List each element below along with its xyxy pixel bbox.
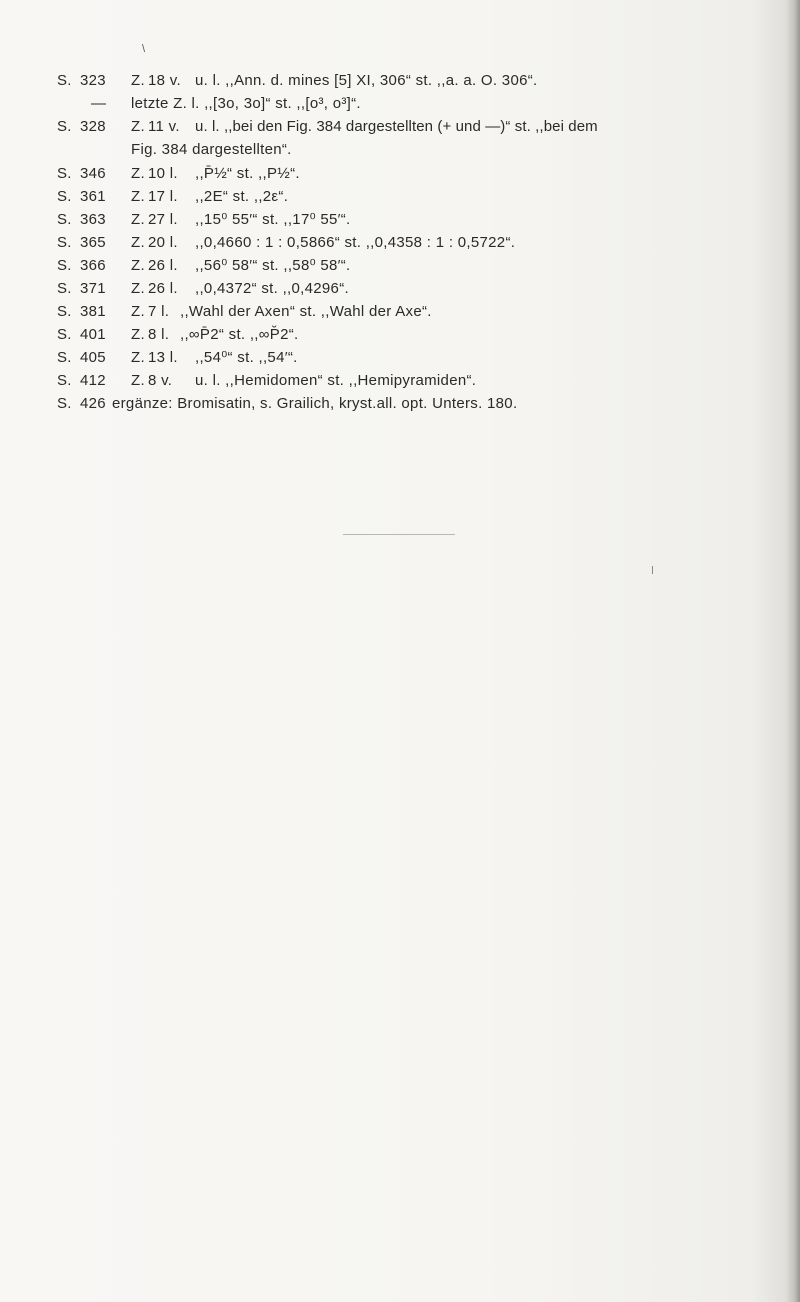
zeile-label: Z. [131,165,145,182]
seite-label: S. [57,72,72,89]
seite-label: S. [57,303,72,320]
page-number: 426 [80,395,106,412]
page-number: 346 [80,165,106,182]
seite-label: S. [57,188,72,205]
page-edge-shadow [786,0,800,1302]
correction-text: ergänze: Bromisatin, s. Grailich, kryst.all. opt. Unters. 180. [112,395,518,412]
line-ref: 26 l. [148,257,178,274]
zeile-label: Z. [131,211,145,228]
page-number: 412 [80,372,106,389]
seite-label: S. [57,372,72,389]
separator-rule [343,534,455,535]
seite-label: S. [57,234,72,251]
line-ref: 8 l. [148,326,170,343]
zeile-label: Z. [131,72,145,89]
line-ref: 17 l. [148,188,178,205]
zeile-label: Z. [131,188,145,205]
page-number: 381 [80,303,106,320]
correction-text: u. l. ,,bei den Fig. 384 dargestellten (+ und —)“ st. ,,bei dem [195,118,598,135]
correction-text: ,,56⁰ 58′“ st. ,,58⁰ 58′“. [195,257,351,274]
correction-text: u. l. ,,Hemidomen“ st. ,,Hemipyramiden“. [195,372,477,389]
page-number: 328 [80,118,106,135]
seite-label: S. [57,118,72,135]
zeile-label: Z. [131,280,145,297]
scan-tick-mark [652,566,653,574]
correction-text: ,,Wahl der Axen“ st. ,,Wahl der Axe“. [180,303,432,320]
line-ref: 27 l. [148,211,178,228]
correction-text: ,,15⁰ 55′“ st. ,,17⁰ 55′“. [195,211,351,228]
correction-text: u. l. ,,Ann. d. mines [5] XI, 306“ st. ,,a. a. O. 306“. [195,72,538,89]
seite-label: S. [57,280,72,297]
correction-text: ,,54⁰“ st. ,,54′“. [195,349,298,366]
line-ref: 20 l. [148,234,178,251]
line-ref: 10 l. [148,165,178,182]
line-ref: 13 l. [148,349,178,366]
page-number: 401 [80,326,106,343]
line-ref: 8 v. [148,372,173,389]
zeile-label: Z. [131,118,145,135]
seite-label: S. [57,349,72,366]
line-ref: 18 v. [148,72,181,89]
line-ref: 26 l. [148,280,178,297]
correction-text: ,,P̄½“ st. ,,P½“. [195,165,300,182]
seite-label: S. [57,326,72,343]
margin-mark: \ [142,43,146,55]
zeile-label: Z. [131,303,145,320]
correction-text: ,,0,4372“ st. ,,0,4296“. [195,280,349,297]
zeile-label: Z. [131,326,145,343]
continuation-dash: — [91,95,107,112]
page-number: 365 [80,234,106,251]
zeile-label: Z. [131,349,145,366]
page-number: 371 [80,280,106,297]
line-ref: 11 v. [148,118,180,135]
seite-label: S. [57,257,72,274]
page-number: 361 [80,188,106,205]
zeile-label: Z. [131,257,145,274]
correction-text: ,,∞P̄2“ st. ,,∞P̆2“. [180,326,299,343]
page-number: 323 [80,72,106,89]
seite-label: S. [57,395,72,412]
seite-label: S. [57,211,72,228]
correction-text: Fig. 384 dargestellten“. [131,141,292,158]
correction-text: ,,2E“ st. ,,2ε“. [195,188,289,205]
zeile-label: Z. [131,372,145,389]
line-ref: 7 l. [148,303,170,320]
correction-text: ,,0,4660 : 1 : 0,5866“ st. ,,0,4358 : 1 : 0,5722“. [195,234,516,251]
zeile-label: Z. [131,234,145,251]
correction-text: letzte Z. l. ,,[3o, 3o]“ st. ,,[o³, o³]“. [131,95,361,112]
page-number: 363 [80,211,106,228]
page-number: 366 [80,257,106,274]
page-number: 405 [80,349,106,366]
seite-label: S. [57,165,72,182]
